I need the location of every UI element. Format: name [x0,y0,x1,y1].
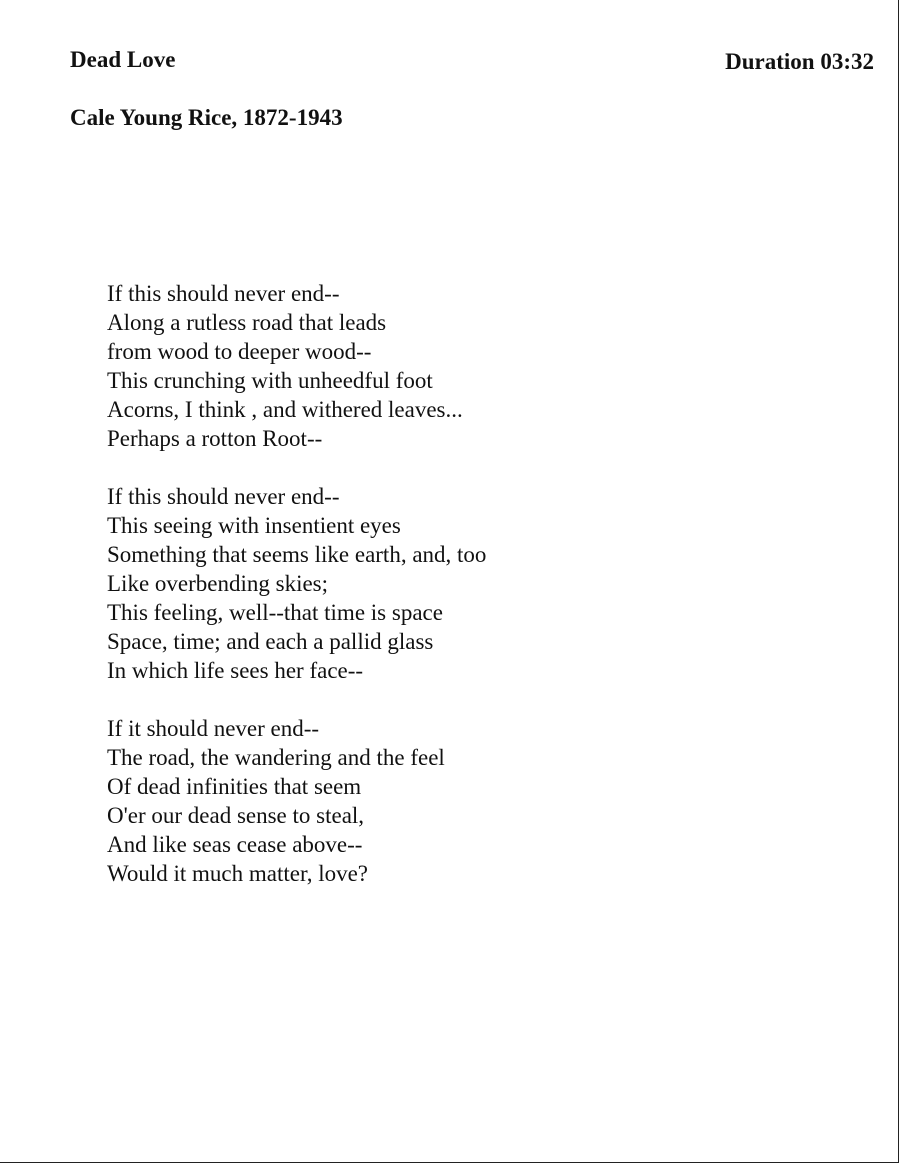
poem-line: If this should never end-- [107,281,340,306]
poem-line: Along a rutless road that leads [107,310,387,335]
poem-line: Would it much matter, love? [107,861,369,886]
author-line: Cale Young Rice, 1872-1943 [70,105,343,130]
poem-line: This seeing with insentient eyes [107,513,401,538]
poem-line: And like seas cease above-- [107,832,363,857]
poem-line: This feeling, well--that time is space [107,600,443,625]
poem-body [107,279,807,917]
poem-line: If it should never end-- [107,716,320,741]
poem-line: from wood to deeper wood-- [107,339,372,364]
stanza-1 [107,279,807,453]
poem-line: Space, time; and each a pallid glass [107,629,434,654]
poem-line: Of dead infinities that seem [107,774,362,799]
poem-line: If this should never end-- [107,484,340,509]
poem-line: The road, the wandering and the feel [107,745,445,770]
stanza-2 [107,482,807,685]
duration-label: Duration 03:32 [725,49,874,74]
poem-line: Acorns, I think , and withered leaves... [107,397,463,422]
poem-line: O'er our dead sense to steal, [107,803,365,828]
poem-line: Like overbending skies; [107,571,329,596]
poem-line: Something that seems like earth, and, too [107,542,487,567]
poem-title: Dead Love [70,47,176,72]
poem-line: In which life sees her face-- [107,658,364,683]
poem-line: Perhaps a rotton Root-- [107,426,323,451]
poem-line: This crunching with unheedful foot [107,368,433,393]
stanza-3 [107,714,807,888]
